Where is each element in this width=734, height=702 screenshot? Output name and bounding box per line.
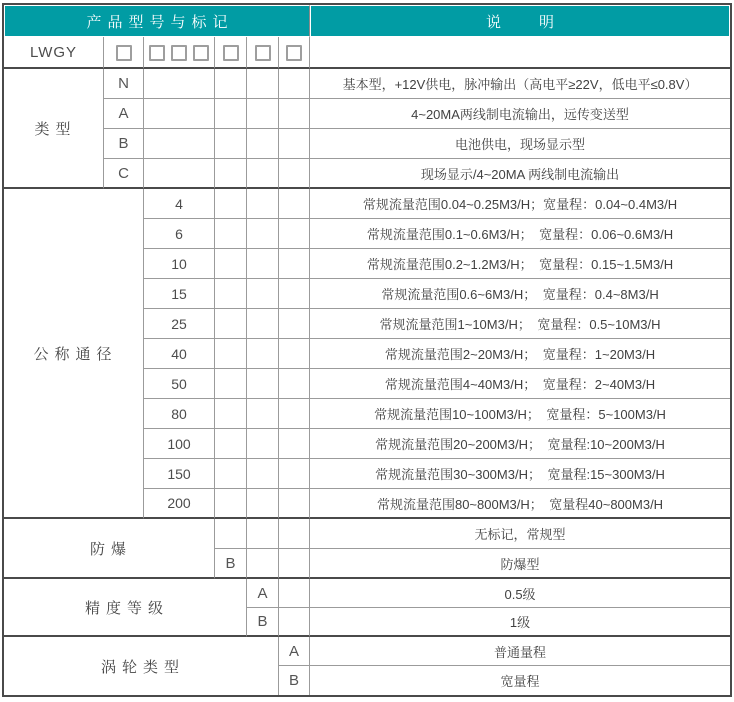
diameter-desc-cell: 常规流量范围1~10M3/H； 宽量程：0.5~10M3/H	[310, 309, 730, 339]
diameter-size-cell: 15	[144, 279, 215, 309]
placeholder-box-icon	[193, 45, 209, 61]
diameter-size-cell: 25	[144, 309, 215, 339]
placeholder-box-icon	[223, 45, 239, 61]
empty-cell	[215, 489, 247, 519]
empty-cell	[247, 459, 279, 489]
empty-cell	[247, 549, 279, 579]
explosion-code-cell: B	[215, 549, 247, 579]
diameter-desc-cell: 常规流量范围10~100M3/H； 宽量程：5~100M3/H	[310, 399, 730, 429]
explosion-section-label: 防爆	[4, 519, 215, 579]
empty-cell	[279, 339, 310, 369]
empty-cell	[279, 399, 310, 429]
empty-cell	[247, 519, 279, 549]
empty-cell	[215, 99, 247, 129]
empty-cell	[215, 279, 247, 309]
accuracy-desc-cell: 0.5级	[310, 579, 730, 608]
empty-cell	[279, 99, 310, 129]
type-code-cell: C	[104, 159, 144, 189]
empty-cell	[215, 159, 247, 189]
accuracy-code-cell: A	[247, 579, 279, 608]
product-model-table	[2, 3, 732, 697]
empty-cell	[247, 69, 279, 99]
type-code-cell: B	[104, 129, 144, 159]
diameter-desc-cell: 常规流量范围4~40M3/H； 宽量程：2~40M3/H	[310, 369, 730, 399]
diameter-desc-cell: 常规流量范围2~20M3/H； 宽量程：1~20M3/H	[310, 339, 730, 369]
model-name-cell: LWGY	[4, 37, 104, 69]
empty-cell	[279, 309, 310, 339]
diameter-row-4	[4, 189, 730, 219]
empty-cell	[247, 249, 279, 279]
turbine-code-cell: B	[279, 666, 310, 695]
model-box-cell-1	[104, 37, 144, 69]
empty-cell	[279, 579, 310, 608]
explosion-row-standard	[4, 519, 730, 549]
empty-cell	[279, 159, 310, 189]
empty-cell	[215, 429, 247, 459]
model-row	[4, 37, 730, 69]
empty-cell	[215, 219, 247, 249]
type-desc-cell: 基本型，+12V供电，脉冲输出（高电平≥22V，低电平≤0.8V）	[310, 69, 730, 99]
model-box-cell-5	[279, 37, 310, 69]
empty-cell	[247, 489, 279, 519]
empty-cell	[279, 489, 310, 519]
explosion-desc-cell: 无标记，常规型	[310, 519, 730, 549]
placeholder-box-icon	[149, 45, 165, 61]
diameter-desc-cell: 常规流量范围0.2~1.2M3/H； 宽量程：0.15~1.5M3/H	[310, 249, 730, 279]
diameter-size-cell: 200	[144, 489, 215, 519]
empty-cell	[247, 309, 279, 339]
placeholder-box-icon	[255, 45, 271, 61]
diameter-desc-cell: 常规流量范围0.6~6M3/H； 宽量程：0.4~8M3/H	[310, 279, 730, 309]
empty-cell	[279, 219, 310, 249]
accuracy-code-cell: B	[247, 608, 279, 637]
type-code-cell: N	[104, 69, 144, 99]
header-product-model: 产品型号与标记	[4, 5, 310, 37]
diameter-section-label: 公称通径	[4, 189, 144, 519]
empty-cell	[215, 69, 247, 99]
empty-cell	[279, 369, 310, 399]
empty-cell	[144, 159, 215, 189]
empty-cell	[247, 159, 279, 189]
diameter-desc-cell: 常规流量范围30~300M3/H； 宽量程:15~300M3/H	[310, 459, 730, 489]
turbine-code-cell: A	[279, 637, 310, 666]
accuracy-section-label: 精度等级	[4, 579, 247, 637]
accuracy-desc-cell: 1级	[310, 608, 730, 637]
empty-cell	[247, 429, 279, 459]
diameter-size-cell: 10	[144, 249, 215, 279]
empty-cell	[279, 249, 310, 279]
type-row-A	[4, 99, 730, 129]
turbine-desc-cell: 宽量程	[500, 674, 540, 689]
type-desc-cell: 4~20MA两线制电流输出，远传变送型	[310, 99, 730, 129]
empty-cell	[279, 429, 310, 459]
placeholder-box-icon	[286, 45, 302, 61]
empty-cell	[215, 399, 247, 429]
diameter-size-cell: 150	[144, 459, 215, 489]
empty-cell	[144, 99, 215, 129]
diameter-size-cell: 100	[144, 429, 215, 459]
diameter-desc-cell: 常规流量范围0.1~0.6M3/H； 宽量程：0.06~0.6M3/H	[310, 219, 730, 249]
model-box-cell-3	[215, 37, 247, 69]
placeholder-box-icon	[171, 45, 187, 61]
model-box-cell-2	[144, 37, 215, 69]
empty-cell	[279, 549, 310, 579]
empty-cell	[279, 519, 310, 549]
turbine-section-label: 涡轮类型	[4, 637, 279, 695]
model-desc-cell	[310, 37, 730, 69]
turbine-desc-cell: 普通量程	[310, 637, 730, 666]
empty-cell	[279, 608, 310, 637]
type-desc-cell: 现场显示/4~20MA 两线制电流输出	[310, 159, 730, 189]
empty-cell	[247, 339, 279, 369]
diameter-desc-cell: 常规流量范围80~800M3/H； 宽量程40~800M3/H	[310, 489, 730, 519]
empty-cell	[247, 399, 279, 429]
placeholder-box-icon	[116, 45, 132, 61]
empty-cell	[215, 249, 247, 279]
empty-cell	[247, 279, 279, 309]
empty-cell	[247, 369, 279, 399]
empty-cell	[215, 309, 247, 339]
header-description: 说明	[310, 5, 730, 37]
diameter-size-cell: 80	[144, 399, 215, 429]
diameter-desc-cell: 常规流量范围20~200M3/H； 宽量程:10~200M3/H	[310, 429, 730, 459]
empty-cell	[144, 129, 215, 159]
type-section-label: 类型	[4, 69, 104, 189]
empty-cell	[215, 339, 247, 369]
diameter-size-cell: 50	[144, 369, 215, 399]
type-row-B	[4, 129, 730, 159]
diameter-size-cell: 4	[144, 189, 215, 219]
empty-cell	[247, 189, 279, 219]
type-row-N	[4, 69, 730, 99]
empty-cell	[279, 69, 310, 99]
empty-cell	[215, 459, 247, 489]
empty-cell	[247, 219, 279, 249]
diameter-size-cell: 6	[144, 219, 215, 249]
empty-cell	[279, 129, 310, 159]
empty-cell	[279, 279, 310, 309]
empty-cell	[215, 369, 247, 399]
empty-cell	[215, 519, 247, 549]
empty-cell	[279, 189, 310, 219]
type-row-C	[4, 159, 730, 189]
type-desc-cell: 电池供电，现场显示型	[310, 129, 730, 159]
empty-cell	[247, 129, 279, 159]
diameter-desc-cell: 常规流量范围0.04~0.25M3/H；宽量程：0.04~0.4M3/H	[310, 189, 730, 219]
turbine-row-A	[4, 637, 730, 666]
empty-cell	[215, 189, 247, 219]
empty-cell	[247, 99, 279, 129]
type-code-cell: A	[104, 99, 144, 129]
table-header-row	[4, 5, 730, 37]
empty-cell	[215, 129, 247, 159]
empty-cell	[144, 69, 215, 99]
empty-cell	[279, 459, 310, 489]
accuracy-row-A	[4, 579, 730, 608]
diameter-size-cell: 40	[144, 339, 215, 369]
model-box-cell-4	[247, 37, 279, 69]
explosion-desc-cell: 防爆型	[310, 549, 730, 579]
